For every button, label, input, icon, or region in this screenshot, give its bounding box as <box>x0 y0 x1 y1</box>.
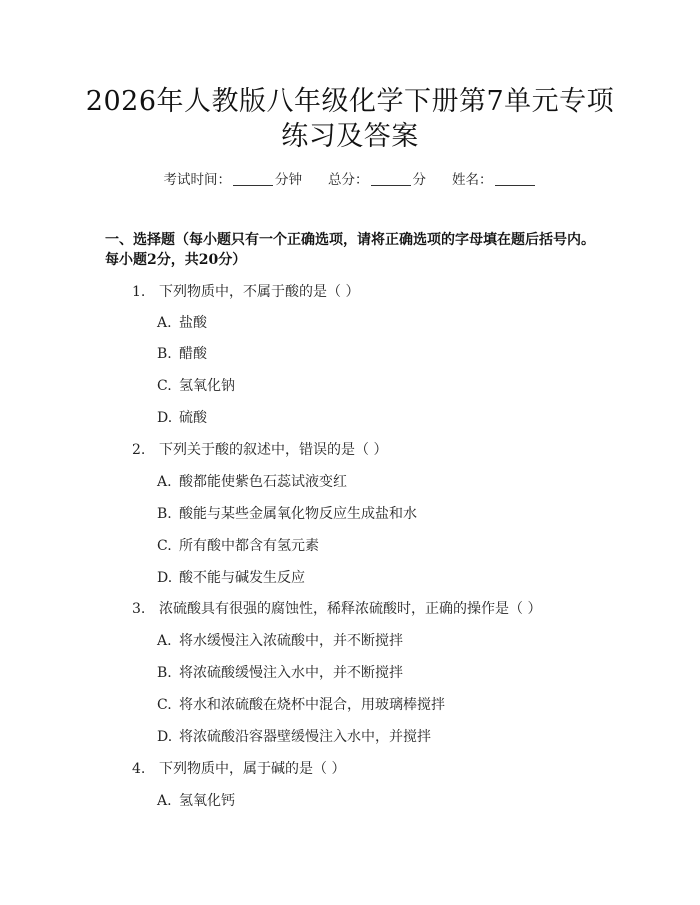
option-text: 将水缓慢注入浓硫酸中，并不断搅拌 <box>179 633 403 649</box>
question-number: 2. <box>132 442 146 458</box>
option-2b <box>157 504 417 524</box>
option-letter: B. <box>157 665 172 681</box>
question-4 <box>132 759 345 779</box>
question-number: 4. <box>132 761 146 777</box>
option-letter: C. <box>157 378 172 394</box>
score-field <box>328 168 426 188</box>
option-letter: A. <box>157 315 172 331</box>
option-text: 酸都能使紫色石蕊试液变红 <box>179 474 347 490</box>
exam-meta-row <box>0 168 700 188</box>
option-text: 盐酸 <box>179 315 207 331</box>
score-blank[interactable] <box>371 171 411 186</box>
option-1c <box>157 376 235 396</box>
option-text: 将浓硫酸缓慢注入水中，并不断搅拌 <box>179 665 403 681</box>
option-text: 醋酸 <box>179 346 207 362</box>
name-label: 姓名： <box>452 172 493 188</box>
option-text: 氢氧化钠 <box>179 378 235 394</box>
option-letter: D. <box>157 729 173 745</box>
option-3b <box>157 663 403 683</box>
option-text: 将水和浓硫酸在烧杯中混合，用玻璃棒搅拌 <box>179 697 445 713</box>
option-letter: A. <box>157 633 172 649</box>
option-2a <box>157 472 347 492</box>
section-heading-line-1: 一、选择题（每小题只有一个正确选项，请将正确选项的字母填在题后括号内。 <box>105 232 595 248</box>
option-letter: B. <box>157 506 172 522</box>
option-4a <box>157 791 235 811</box>
question-2 <box>132 440 387 460</box>
time-label: 考试时间： <box>163 172 231 188</box>
name-blank[interactable] <box>495 171 535 186</box>
document-title-line-1: 2026年人教版八年级化学下册第7单元专项 <box>85 86 615 117</box>
question-number: 3. <box>132 601 146 617</box>
option-2d <box>157 568 305 588</box>
option-letter: A. <box>157 474 172 490</box>
score-unit: 分 <box>412 172 426 188</box>
name-field <box>452 168 537 188</box>
question-text: 下列物质中，属于碱的是（ ） <box>159 761 346 777</box>
option-2c <box>157 536 319 556</box>
option-text: 氢氧化钙 <box>179 793 235 809</box>
option-letter: D. <box>157 410 173 426</box>
question-1 <box>132 282 359 302</box>
section-heading-line-2: 每小题2分，共20分） <box>105 252 247 268</box>
option-3d <box>157 727 431 747</box>
question-3 <box>132 599 541 619</box>
option-1b <box>157 344 207 364</box>
question-text: 下列关于酸的叙述中，错误的是（ ） <box>159 442 388 458</box>
option-text: 将浓硫酸沿容器壁缓慢注入水中，并搅拌 <box>179 729 431 745</box>
time-blank[interactable] <box>233 171 273 186</box>
question-text: 下列物质中，不属于酸的是（ ） <box>159 284 360 300</box>
option-letter: A. <box>157 793 172 809</box>
option-1a <box>157 313 207 333</box>
option-text: 硫酸 <box>179 410 207 426</box>
question-number: 1. <box>132 284 146 300</box>
option-text: 所有酸中都含有氢元素 <box>179 538 319 554</box>
option-3a <box>157 631 403 651</box>
option-letter: B. <box>157 346 172 362</box>
time-unit: 分钟 <box>275 172 302 188</box>
option-letter: D. <box>157 570 173 586</box>
question-text: 浓硫酸具有很强的腐蚀性，稀释浓硫酸时，正确的操作是（ ） <box>159 601 542 617</box>
document-title-line-2: 练习及答案 <box>281 121 419 152</box>
option-letter: C. <box>157 697 172 713</box>
option-text: 酸不能与碱发生反应 <box>179 570 305 586</box>
option-3c <box>157 695 445 715</box>
option-1d <box>157 408 207 428</box>
time-field <box>164 168 303 188</box>
score-label: 总分： <box>328 172 369 188</box>
option-text: 酸能与某些金属氧化物反应生成盐和水 <box>179 506 417 522</box>
option-letter: C. <box>157 538 172 554</box>
